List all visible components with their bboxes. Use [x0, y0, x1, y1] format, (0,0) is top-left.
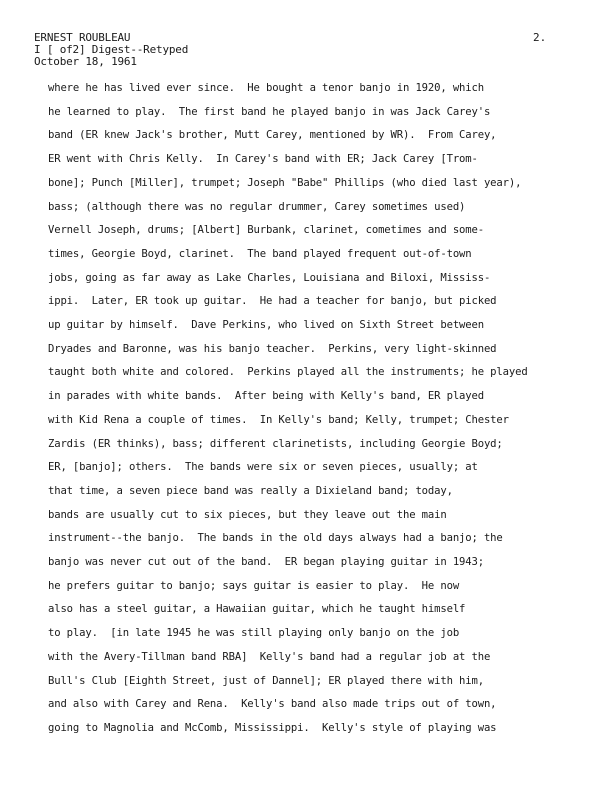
text-line: with the Avery-Tillman band RBA] Kelly's band had a regular job at the	[48, 650, 491, 663]
text-line: jobs, going as far away as Lake Charles, Louisiana and Biloxi, Mississ-	[48, 271, 491, 284]
text-line: bands are usually cut to six pieces, but they leave out the main	[48, 508, 447, 521]
text-line: that time, a seven piece band was really a Dixieland band; today,	[48, 484, 453, 497]
text-line: he learned to play. The first band he played banjo in was Jack Carey's	[48, 105, 491, 118]
text-line: Bull's Club [Eighth Street, just of Dannel]; ER played there with him,	[48, 674, 484, 687]
text-line: ER, [banjo]; others. The bands were six or seven pieces, usually; at	[48, 461, 478, 474]
interviewee-name: ERNEST ROUBLEAU	[34, 31, 131, 44]
text-line: times, Georgie Boyd, clarinet. The band played frequent out-of-town	[48, 247, 472, 260]
document-header	[34, 32, 188, 68]
text-line: Dryades and Baronne, was his banjo teacher. Perkins, very light-skinned	[48, 342, 497, 355]
text-line: ippi. Later, ER took up guitar. He had a teacher for banjo, but picked	[48, 295, 497, 308]
reel-label: I [ of2] Digest--Retyped	[34, 43, 189, 56]
text-line: also has a steel guitar, a Hawaiian guitar, which he taught himself	[48, 603, 466, 616]
text-line: in parades with white bands. After being with Kelly's band, ER played	[48, 390, 484, 403]
text-line: band (ER knew Jack's brother, Mutt Carey, mentioned by WR). From Carey,	[48, 129, 497, 142]
text-line: he prefers guitar to banjo; says guitar is easier to play. He now	[48, 579, 460, 592]
text-line: bass; (although there was no regular drummer, Carey sometimes used)	[48, 200, 466, 213]
page-number: 2.	[533, 31, 547, 44]
interview-date: October 18, 1961	[34, 55, 137, 68]
text-line: where he has lived ever since. He bought a tenor banjo in 1920, which	[48, 82, 484, 94]
text-line: instrument--the banjo. The bands in the old days always had a banjo; the	[48, 532, 503, 545]
text-line: with Kid Rena a couple of times. In Kelly's band; Kelly, trumpet; Chester	[48, 413, 509, 426]
text-line: taught both white and colored. Perkins played all the instruments; he played	[48, 366, 528, 379]
text-line: up guitar by himself. Dave Perkins, who lived on Sixth Street between	[48, 319, 484, 331]
text-line: ER went with Chris Kelly. In Carey's band with ER; Jack Carey [Trom-	[48, 153, 478, 166]
text-line: to play. [in late 1945 he was still playing only banjo on the job	[48, 627, 460, 640]
text-line: going to Magnolia and McComb, Mississippi. Kelly's style of playing was	[48, 721, 497, 734]
text-line: Zardis (ER thinks), bass; different clarinetists, including Georgie Boyd;	[48, 437, 503, 450]
text-line: bone]; Punch [Miller], trumpet; Joseph "Babe" Phillips (who died last year),	[48, 176, 522, 189]
text-line: banjo was never cut out of the band. ER began playing guitar in 1943;	[48, 556, 484, 568]
text-line: and also with Carey and Rena. Kelly's band also made trips out of town,	[48, 698, 497, 711]
text-line: Vernell Joseph, drums; [Albert] Burbank, clarinet, cometimes and some-	[48, 224, 484, 237]
